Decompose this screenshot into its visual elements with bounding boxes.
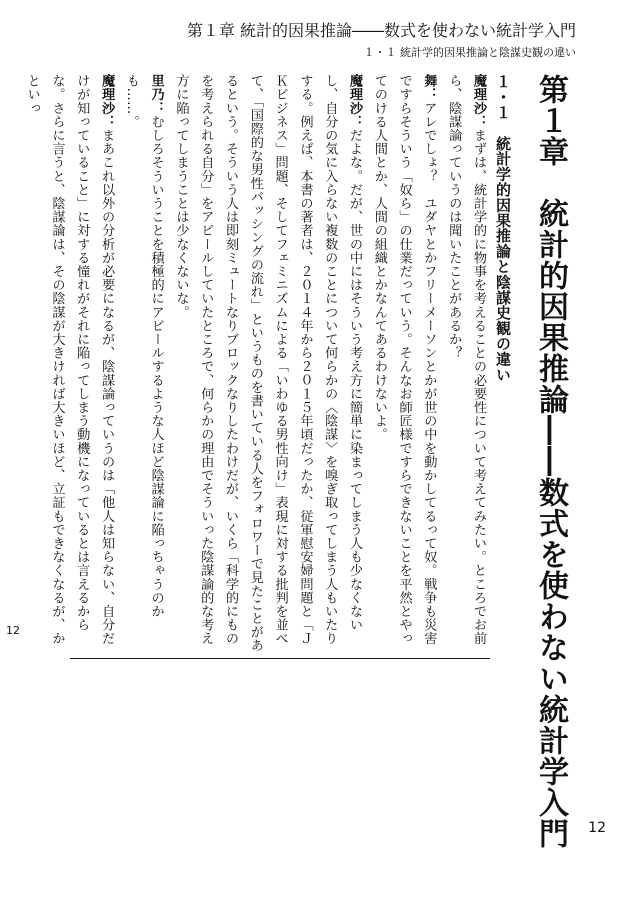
side-page-number: 12 — [6, 624, 20, 637]
horizontal-rule — [70, 658, 490, 659]
chapter-title: 第１章 統計的因果推論――数式を使わない統計学入門 — [533, 74, 568, 849]
dialogue-text: アレでしょ？ ユダヤとかフリーメーソンとかが世の中を動かしてるって奴。戦争も災害ですらそういう「奴ら」の仕業だっていう。そんなお師匠様ですらできないことを平然とやってのける人間とか、人間の組織とかなんてあるわけないよ。 — [371, 74, 437, 646]
dialogue-line — [118, 74, 168, 654]
dialogue-line — [366, 74, 440, 654]
speaker-name: 魔理沙： — [471, 74, 486, 129]
page-number: 12 — [588, 820, 606, 836]
section-heading: １・１ 統計学的因果推論と陰謀史観の違い — [494, 74, 512, 382]
speaker-name: 舞： — [421, 74, 437, 102]
running-header-section: １・１ 統計学的因果推論と陰謀史観の違い — [363, 46, 576, 59]
speaker-name: 魔理沙： — [347, 74, 363, 129]
running-header-chapter: 第１章 統計的因果推論――数式を使わない統計学入門 — [186, 21, 576, 40]
dialogue-text: むしろそういうことを積極的にアピールするような人ほど陰謀論に陥っちゃうのかも……。 — [123, 74, 164, 619]
dialogue-text: まずは、統計学的に物事を考えることの必要性について考えてみたい。ところでお前ら、陰謀論っていうのは聞いたことがあるか？ — [446, 74, 486, 646]
speaker-name: 里乃： — [148, 74, 164, 115]
dialogue-line — [168, 74, 366, 654]
body-text — [24, 74, 516, 654]
dialogue-line — [19, 74, 118, 654]
dialogue-text: だよな。だが、世の中にはそういう考え方に簡単に染まってしまう人も少なくないし、自分の気に入らない複数のことについて何らかの〈陰謀〉を嗅ぎ取ってしまう人もいたりする。例えば、本書の著者は、２０１４年から２０１５年頃だったか、従軍慰安婦問題と「ＪＫビジネス」問題、そしてフェミニズムによる「いわゆる男性向け」表現に対する批判を並べて、「国際的な男性バッシングの流れ」というものを書いている人をフォロワーで見たことがあるという。そういう人は即刻ミュートなりブロックなりしたわけだが、いくら「科学的にものを考えられる自分」をアピールしていたところで、何らかの理由でそういった陰謀論的な考え方に陥ってしまうことは少なくないな。 — [173, 74, 363, 653]
dialogue-line — [440, 74, 490, 654]
speaker-name: 魔理沙： — [99, 74, 115, 129]
dialogue-text: まあこれ以外の分析が必要になるが、陰謀論っていうのは「他人は知らない、自分だけが知っていること」に対する憧れがそれに陥ってしまう動機になっているとは言えるからな。さらに言うと、陰謀論は、その陰謀が大きければ大きいほど、立証もできなくなるが、かといっ — [24, 74, 115, 646]
